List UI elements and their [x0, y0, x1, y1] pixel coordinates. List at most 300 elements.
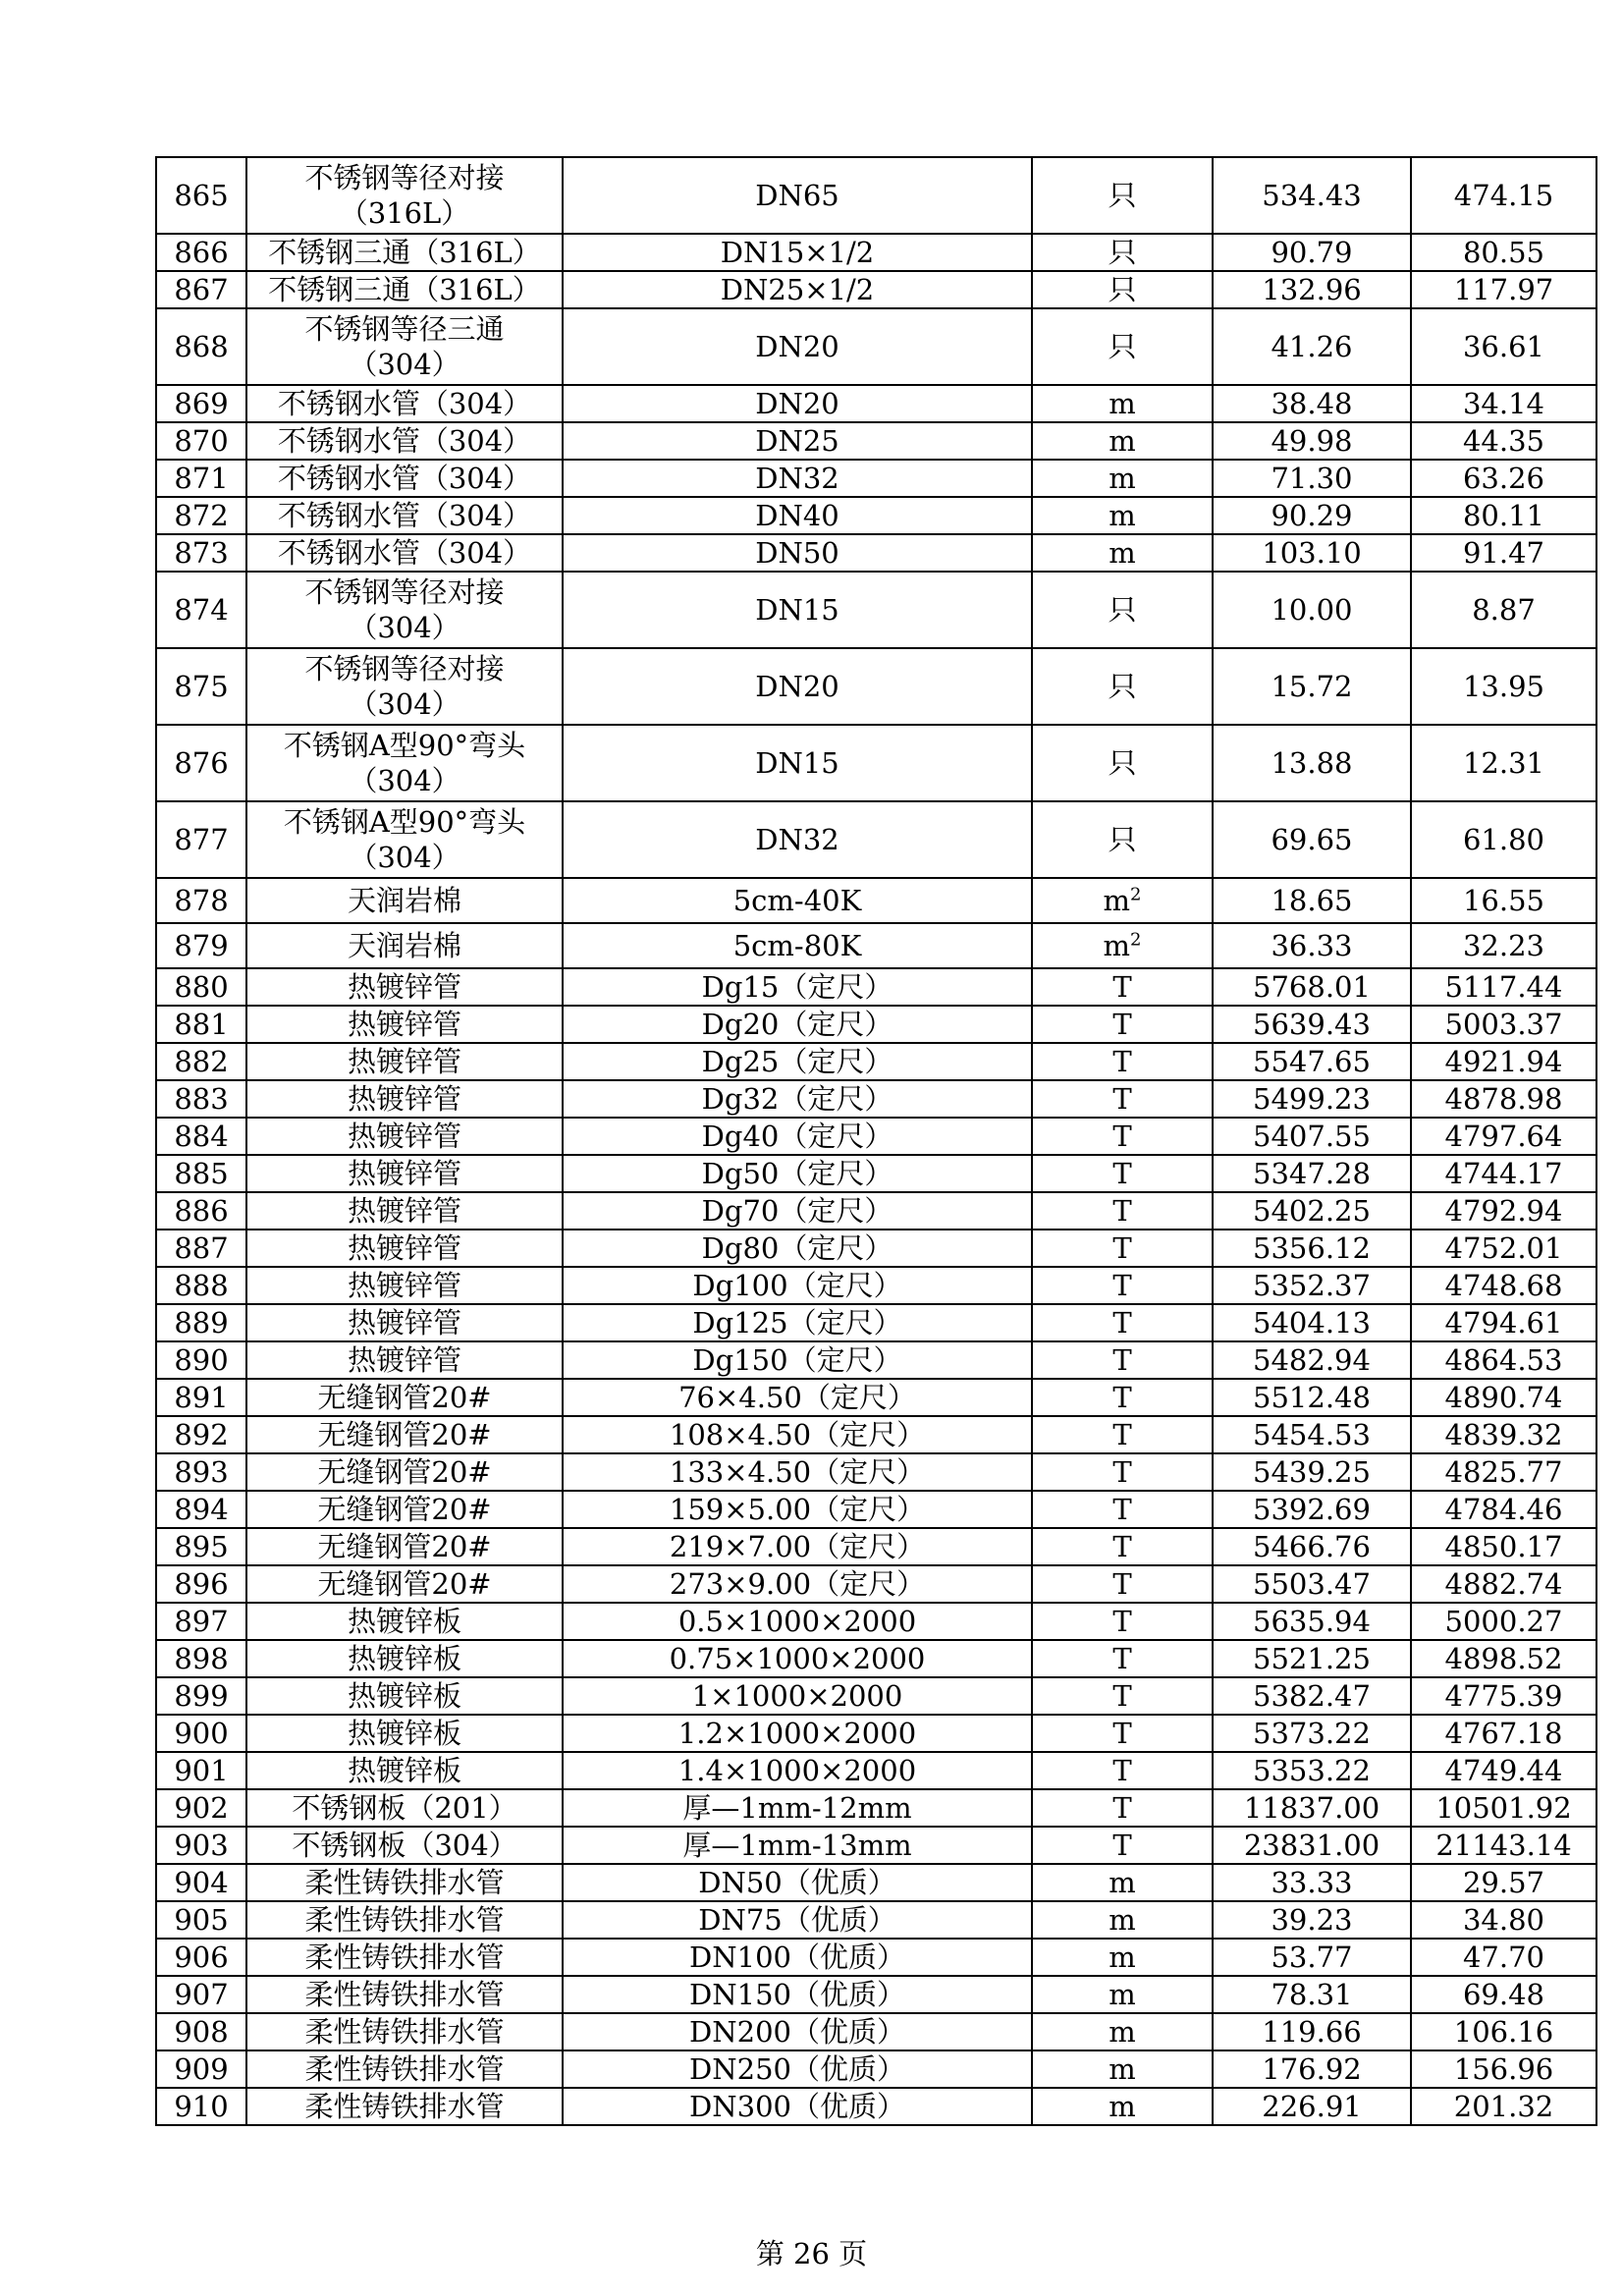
material-name-line: 热镀锌板	[347, 1717, 461, 1750]
row-number-cell: 887	[156, 1230, 246, 1267]
unit-cell	[1032, 1304, 1213, 1341]
table-row	[156, 1528, 1596, 1565]
spec-cell: DN20	[563, 385, 1032, 422]
table-row	[156, 801, 1596, 878]
row-number-cell: 894	[156, 1491, 246, 1528]
material-name-cell	[246, 1043, 563, 1080]
unit-text: m	[1109, 424, 1136, 458]
price-cell: 5392.69	[1213, 1491, 1411, 1528]
row-number-cell: 873	[156, 534, 246, 572]
price-cell: 5402.25	[1213, 1192, 1411, 1230]
material-name-line: 不锈钢水管（304）	[277, 424, 532, 458]
unit-cell	[1032, 271, 1213, 308]
spec-cell: DN150（优质）	[563, 1976, 1032, 2013]
row-number-cell: 865	[156, 157, 246, 234]
table-row	[156, 1640, 1596, 1677]
unit-text: T	[1112, 1605, 1132, 1638]
material-name-line: 无缝钢管20#	[317, 1418, 492, 1451]
price-excl-tax-cell: 4752.01	[1411, 1230, 1596, 1267]
table-row	[156, 1715, 1596, 1752]
row-number-cell: 868	[156, 308, 246, 385]
unit-text: 只	[1108, 236, 1137, 269]
material-name-cell	[246, 648, 563, 725]
material-name-cell	[246, 1379, 563, 1416]
spec-cell: Dg15（定尺）	[563, 968, 1032, 1006]
unit-text: T	[1112, 1791, 1132, 1825]
table-row	[156, 648, 1596, 725]
row-number-cell: 875	[156, 648, 246, 725]
row-number-cell: 909	[156, 2050, 246, 2088]
price-excl-tax-cell: 80.11	[1411, 497, 1596, 534]
price-cell: 36.33	[1213, 923, 1411, 968]
price-excl-tax-cell: 8.87	[1411, 572, 1596, 648]
unit-cell	[1032, 1416, 1213, 1453]
material-name-cell	[246, 497, 563, 534]
price-cell: 5521.25	[1213, 1640, 1411, 1677]
unit-cell	[1032, 1640, 1213, 1677]
unit-cell	[1032, 157, 1213, 234]
unit-cell	[1032, 572, 1213, 648]
spec-cell: 厚—1mm-12mm	[563, 1789, 1032, 1827]
material-name-line: 不锈钢等径对接	[304, 652, 505, 685]
material-name-cell	[246, 1230, 563, 1267]
spec-cell: Dg100（定尺）	[563, 1267, 1032, 1304]
unit-text: 只	[1108, 746, 1137, 780]
material-name-cell	[246, 1528, 563, 1565]
unit-cell	[1032, 1827, 1213, 1864]
table-row	[156, 1603, 1596, 1640]
price-cell: 5482.94	[1213, 1341, 1411, 1379]
unit-cell	[1032, 1006, 1213, 1043]
price-excl-tax-cell: 4792.94	[1411, 1192, 1596, 1230]
row-number-cell: 879	[156, 923, 246, 968]
table-row	[156, 460, 1596, 497]
material-name-line: 热镀锌管	[347, 1157, 461, 1190]
price-cell: 176.92	[1213, 2050, 1411, 2088]
material-name-cell	[246, 1006, 563, 1043]
spec-cell: 1.4×1000×2000	[563, 1752, 1032, 1789]
table-row	[156, 497, 1596, 534]
material-name-cell	[246, 1267, 563, 1304]
spec-cell: Dg20（定尺）	[563, 1006, 1032, 1043]
unit-cell	[1032, 1677, 1213, 1715]
material-name-cell	[246, 923, 563, 968]
material-name-line: 热镀锌管	[347, 1306, 461, 1339]
spec-cell: Dg125（定尺）	[563, 1304, 1032, 1341]
material-name-cell	[246, 1827, 563, 1864]
table-row	[156, 1453, 1596, 1491]
unit-superscript: 2	[1130, 929, 1142, 951]
row-number-cell: 885	[156, 1155, 246, 1192]
price-cell: 69.65	[1213, 801, 1411, 878]
material-name-line: 热镀锌管	[347, 1045, 461, 1078]
price-cell: 18.65	[1213, 878, 1411, 923]
row-number-cell: 900	[156, 1715, 246, 1752]
spec-cell: 76×4.50（定尺）	[563, 1379, 1032, 1416]
unit-cell	[1032, 1267, 1213, 1304]
row-number-cell: 876	[156, 725, 246, 801]
row-number-cell: 905	[156, 1901, 246, 1939]
price-cell: 5407.55	[1213, 1118, 1411, 1155]
unit-text: T	[1112, 1754, 1132, 1787]
table-row	[156, 1827, 1596, 1864]
price-excl-tax-cell: 4825.77	[1411, 1453, 1596, 1491]
table-row	[156, 1864, 1596, 1901]
table-row	[156, 1379, 1596, 1416]
spec-cell: DN100（优质）	[563, 1939, 1032, 1976]
price-excl-tax-cell: 4744.17	[1411, 1155, 1596, 1192]
material-name-line: 热镀锌板	[347, 1679, 461, 1713]
spec-cell: 0.75×1000×2000	[563, 1640, 1032, 1677]
row-number-cell: 870	[156, 422, 246, 460]
unit-cell	[1032, 1976, 1213, 2013]
spec-cell: 1×1000×2000	[563, 1677, 1032, 1715]
row-number-cell: 910	[156, 2088, 246, 2125]
price-cell: 119.66	[1213, 2013, 1411, 2050]
price-cell: 5547.65	[1213, 1043, 1411, 1080]
material-name-line: 热镀锌管	[347, 970, 461, 1004]
material-name-cell	[246, 1939, 563, 1976]
price-excl-tax-cell: 32.23	[1411, 923, 1596, 968]
price-cell: 41.26	[1213, 308, 1411, 385]
unit-text: m	[1109, 387, 1136, 420]
material-name-line: （304）	[349, 687, 460, 721]
material-name-cell	[246, 460, 563, 497]
material-name-line: 无缝钢管20#	[317, 1493, 492, 1526]
material-name-line: （304）	[349, 841, 460, 874]
price-excl-tax-cell: 4864.53	[1411, 1341, 1596, 1379]
price-excl-tax-cell: 4878.98	[1411, 1080, 1596, 1118]
price-excl-tax-cell: 5000.27	[1411, 1603, 1596, 1640]
unit-text: 只	[1108, 823, 1137, 856]
unit-text: m	[1109, 462, 1136, 495]
price-excl-tax-cell: 156.96	[1411, 2050, 1596, 2088]
unit-cell	[1032, 1789, 1213, 1827]
price-cell: 5499.23	[1213, 1080, 1411, 1118]
price-cell: 71.30	[1213, 460, 1411, 497]
table-row	[156, 1939, 1596, 1976]
table-row	[156, 1155, 1596, 1192]
material-name-cell	[246, 157, 563, 234]
unit-text: m	[1109, 2015, 1136, 2049]
spec-cell: DN25	[563, 422, 1032, 460]
unit-cell	[1032, 1715, 1213, 1752]
material-name-line: 柔性铸铁排水管	[304, 2090, 505, 2123]
unit-cell	[1032, 1043, 1213, 1080]
material-name-line: 热镀锌管	[347, 1269, 461, 1302]
table-row	[156, 1304, 1596, 1341]
material-name-line: 柔性铸铁排水管	[304, 1941, 505, 1974]
table-row	[156, 572, 1596, 648]
table-row	[156, 968, 1596, 1006]
unit-cell	[1032, 923, 1213, 968]
table-row	[156, 2088, 1596, 2125]
table-row	[156, 234, 1596, 271]
material-name-cell	[246, 1901, 563, 1939]
unit-text: 只	[1108, 670, 1137, 703]
price-excl-tax-cell: 91.47	[1411, 534, 1596, 572]
material-name-line: 不锈钢三通（316L）	[268, 273, 541, 306]
material-name-cell	[246, 2088, 563, 2125]
price-cell: 5404.13	[1213, 1304, 1411, 1341]
material-name-line: 无缝钢管20#	[317, 1455, 492, 1489]
table-row	[156, 308, 1596, 385]
row-number-cell: 888	[156, 1267, 246, 1304]
price-table-body	[156, 157, 1596, 2125]
material-name-cell	[246, 572, 563, 648]
row-number-cell: 866	[156, 234, 246, 271]
table-row	[156, 1192, 1596, 1230]
row-number-cell: 898	[156, 1640, 246, 1677]
unit-text: T	[1112, 1120, 1132, 1153]
unit-cell	[1032, 1901, 1213, 1939]
price-cell: 90.29	[1213, 497, 1411, 534]
material-name-cell	[246, 422, 563, 460]
unit-text: T	[1112, 1455, 1132, 1489]
price-excl-tax-cell: 13.95	[1411, 648, 1596, 725]
unit-text: T	[1112, 1493, 1132, 1526]
unit-cell	[1032, 1192, 1213, 1230]
price-excl-tax-cell: 4898.52	[1411, 1640, 1596, 1677]
price-excl-tax-cell: 12.31	[1411, 725, 1596, 801]
unit-cell	[1032, 1603, 1213, 1640]
material-name-line: 不锈钢板（304）	[292, 1829, 517, 1862]
unit-cell	[1032, 968, 1213, 1006]
unit-cell	[1032, 2013, 1213, 2050]
row-number-cell: 880	[156, 968, 246, 1006]
price-excl-tax-cell: 16.55	[1411, 878, 1596, 923]
material-name-line: 不锈钢等径对接	[304, 161, 505, 194]
price-excl-tax-cell: 4749.44	[1411, 1752, 1596, 1789]
table-row	[156, 1267, 1596, 1304]
table-row	[156, 1230, 1596, 1267]
material-name-line: （304）	[349, 764, 460, 797]
material-name-line: 柔性铸铁排水管	[304, 2052, 505, 2086]
price-cell: 39.23	[1213, 1901, 1411, 1939]
price-excl-tax-cell: 44.35	[1411, 422, 1596, 460]
row-number-cell: 895	[156, 1528, 246, 1565]
row-number-cell: 890	[156, 1341, 246, 1379]
material-name-line: 热镀锌管	[347, 1082, 461, 1116]
material-name-line: 天润岩棉	[347, 884, 461, 917]
spec-cell: DN25×1/2	[563, 271, 1032, 308]
table-row	[156, 1080, 1596, 1118]
price-excl-tax-cell: 80.55	[1411, 234, 1596, 271]
unit-cell	[1032, 1118, 1213, 1155]
row-number-cell: 893	[156, 1453, 246, 1491]
spec-cell: DN20	[563, 648, 1032, 725]
material-name-cell	[246, 1491, 563, 1528]
unit-cell	[1032, 422, 1213, 460]
price-cell: 15.72	[1213, 648, 1411, 725]
price-cell: 11837.00	[1213, 1789, 1411, 1827]
price-excl-tax-cell: 106.16	[1411, 2013, 1596, 2050]
table-row	[156, 1565, 1596, 1603]
table-row	[156, 1043, 1596, 1080]
unit-text: T	[1112, 1343, 1132, 1377]
material-name-line: 热镀锌管	[347, 1120, 461, 1153]
table-row	[156, 1752, 1596, 1789]
material-name-line: 热镀锌管	[347, 1008, 461, 1041]
price-cell: 5639.43	[1213, 1006, 1411, 1043]
table-row	[156, 1789, 1596, 1827]
unit-cell	[1032, 497, 1213, 534]
row-number-cell: 877	[156, 801, 246, 878]
price-cell: 5347.28	[1213, 1155, 1411, 1192]
row-number-cell: 884	[156, 1118, 246, 1155]
row-number-cell: 881	[156, 1006, 246, 1043]
spec-cell: DN200（优质）	[563, 2013, 1032, 2050]
material-name-line: 不锈钢等径三通	[304, 312, 505, 346]
price-excl-tax-cell: 10501.92	[1411, 1789, 1596, 1827]
price-cell: 5373.22	[1213, 1715, 1411, 1752]
material-name-cell	[246, 1752, 563, 1789]
price-excl-tax-cell: 201.32	[1411, 2088, 1596, 2125]
material-name-cell	[246, 1976, 563, 2013]
row-number-cell: 906	[156, 1939, 246, 1976]
price-excl-tax-cell: 63.26	[1411, 460, 1596, 497]
unit-text: T	[1112, 1008, 1132, 1041]
table-row	[156, 1416, 1596, 1453]
material-name-line: 不锈钢A型90°弯头	[283, 729, 526, 762]
unit-cell	[1032, 1864, 1213, 1901]
price-cell: 90.79	[1213, 234, 1411, 271]
price-excl-tax-cell: 4767.18	[1411, 1715, 1596, 1752]
spec-cell: 5cm-80K	[563, 923, 1032, 968]
unit-text: m	[1109, 536, 1136, 570]
spec-cell: Dg70（定尺）	[563, 1192, 1032, 1230]
spec-cell: DN40	[563, 497, 1032, 534]
page-footer: 第 26 页	[755, 2237, 868, 2270]
unit-text: 只	[1108, 273, 1137, 306]
material-name-line: 天润岩棉	[347, 929, 461, 962]
spec-cell: 厚—1mm-13mm	[563, 1827, 1032, 1864]
unit-text: T	[1112, 1381, 1132, 1414]
unit-cell	[1032, 460, 1213, 497]
row-number-cell: 899	[156, 1677, 246, 1715]
spec-cell: Dg150（定尺）	[563, 1341, 1032, 1379]
unit-text: m	[1109, 2090, 1136, 2123]
material-name-line: 柔性铸铁排水管	[304, 1903, 505, 1937]
spec-cell: Dg40（定尺）	[563, 1118, 1032, 1155]
price-excl-tax-cell: 34.80	[1411, 1901, 1596, 1939]
material-name-cell	[246, 534, 563, 572]
price-cell: 5352.37	[1213, 1267, 1411, 1304]
unit-cell	[1032, 1379, 1213, 1416]
material-name-cell	[246, 1304, 563, 1341]
unit-text: T	[1112, 1642, 1132, 1675]
price-cell: 132.96	[1213, 271, 1411, 308]
price-cell: 53.77	[1213, 1939, 1411, 1976]
table-row	[156, 878, 1596, 923]
price-excl-tax-cell: 5117.44	[1411, 968, 1596, 1006]
price-excl-tax-cell: 21143.14	[1411, 1827, 1596, 1864]
price-excl-tax-cell: 4784.46	[1411, 1491, 1596, 1528]
unit-text: T	[1112, 1530, 1132, 1563]
price-cell: 38.48	[1213, 385, 1411, 422]
unit-cell	[1032, 1528, 1213, 1565]
table-row	[156, 1901, 1596, 1939]
row-number-cell: 882	[156, 1043, 246, 1080]
price-cell: 5503.47	[1213, 1565, 1411, 1603]
material-name-line: 不锈钢水管（304）	[277, 499, 532, 532]
spec-cell: 0.5×1000×2000	[563, 1603, 1032, 1640]
unit-text: T	[1112, 1717, 1132, 1750]
material-name-cell	[246, 1192, 563, 1230]
spec-cell: DN50（优质）	[563, 1864, 1032, 1901]
material-name-line: 热镀锌管	[347, 1194, 461, 1228]
spec-cell: DN65	[563, 157, 1032, 234]
material-name-line: 柔性铸铁排水管	[304, 2015, 505, 2049]
price-excl-tax-cell: 29.57	[1411, 1864, 1596, 1901]
spec-cell: DN75（优质）	[563, 1901, 1032, 1939]
price-cell: 5454.53	[1213, 1416, 1411, 1453]
price-cell: 103.10	[1213, 534, 1411, 572]
material-name-line: 热镀锌管	[347, 1231, 461, 1265]
table-row	[156, 1341, 1596, 1379]
price-excl-tax-cell: 4850.17	[1411, 1528, 1596, 1565]
table-row	[156, 2013, 1596, 2050]
unit-cell	[1032, 1565, 1213, 1603]
price-cell: 5768.01	[1213, 968, 1411, 1006]
price-excl-tax-cell: 474.15	[1411, 157, 1596, 234]
unit-cell	[1032, 801, 1213, 878]
price-excl-tax-cell: 4748.68	[1411, 1267, 1596, 1304]
material-name-cell	[246, 1864, 563, 1901]
price-cell: 33.33	[1213, 1864, 1411, 1901]
material-name-line: 无缝钢管20#	[317, 1530, 492, 1563]
spec-cell: 273×9.00（定尺）	[563, 1565, 1032, 1603]
table-row	[156, 2050, 1596, 2088]
table-row	[156, 1491, 1596, 1528]
table-row	[156, 422, 1596, 460]
price-cell: 5382.47	[1213, 1677, 1411, 1715]
unit-superscript: 2	[1130, 884, 1142, 905]
material-name-cell	[246, 878, 563, 923]
spec-cell: DN15	[563, 725, 1032, 801]
spec-cell: Dg50（定尺）	[563, 1155, 1032, 1192]
unit-text: T	[1112, 1082, 1132, 1116]
price-cell: 5353.22	[1213, 1752, 1411, 1789]
table-row	[156, 725, 1596, 801]
unit-text: T	[1112, 1679, 1132, 1713]
price-excl-tax-cell: 34.14	[1411, 385, 1596, 422]
price-excl-tax-cell: 4775.39	[1411, 1677, 1596, 1715]
spec-cell: 108×4.50（定尺）	[563, 1416, 1032, 1453]
price-cell: 226.91	[1213, 2088, 1411, 2125]
spec-cell: 219×7.00（定尺）	[563, 1528, 1032, 1565]
material-name-cell	[246, 1565, 563, 1603]
material-name-cell	[246, 725, 563, 801]
spec-cell: DN300（优质）	[563, 2088, 1032, 2125]
row-number-cell: 903	[156, 1827, 246, 1864]
unit-text: m	[1109, 1903, 1136, 1937]
unit-cell	[1032, 308, 1213, 385]
price-excl-tax-cell: 4797.64	[1411, 1118, 1596, 1155]
material-name-cell	[246, 801, 563, 878]
material-name-cell	[246, 1603, 563, 1640]
unit-cell	[1032, 1491, 1213, 1528]
price-excl-tax-cell: 61.80	[1411, 801, 1596, 878]
table-row	[156, 923, 1596, 968]
price-excl-tax-cell: 4890.74	[1411, 1379, 1596, 1416]
table-row	[156, 157, 1596, 234]
price-excl-tax-cell: 117.97	[1411, 271, 1596, 308]
material-name-line: 热镀锌板	[347, 1642, 461, 1675]
unit-text: T	[1112, 1045, 1132, 1078]
unit-text: T	[1112, 1231, 1132, 1265]
material-name-line: 柔性铸铁排水管	[304, 1978, 505, 2011]
